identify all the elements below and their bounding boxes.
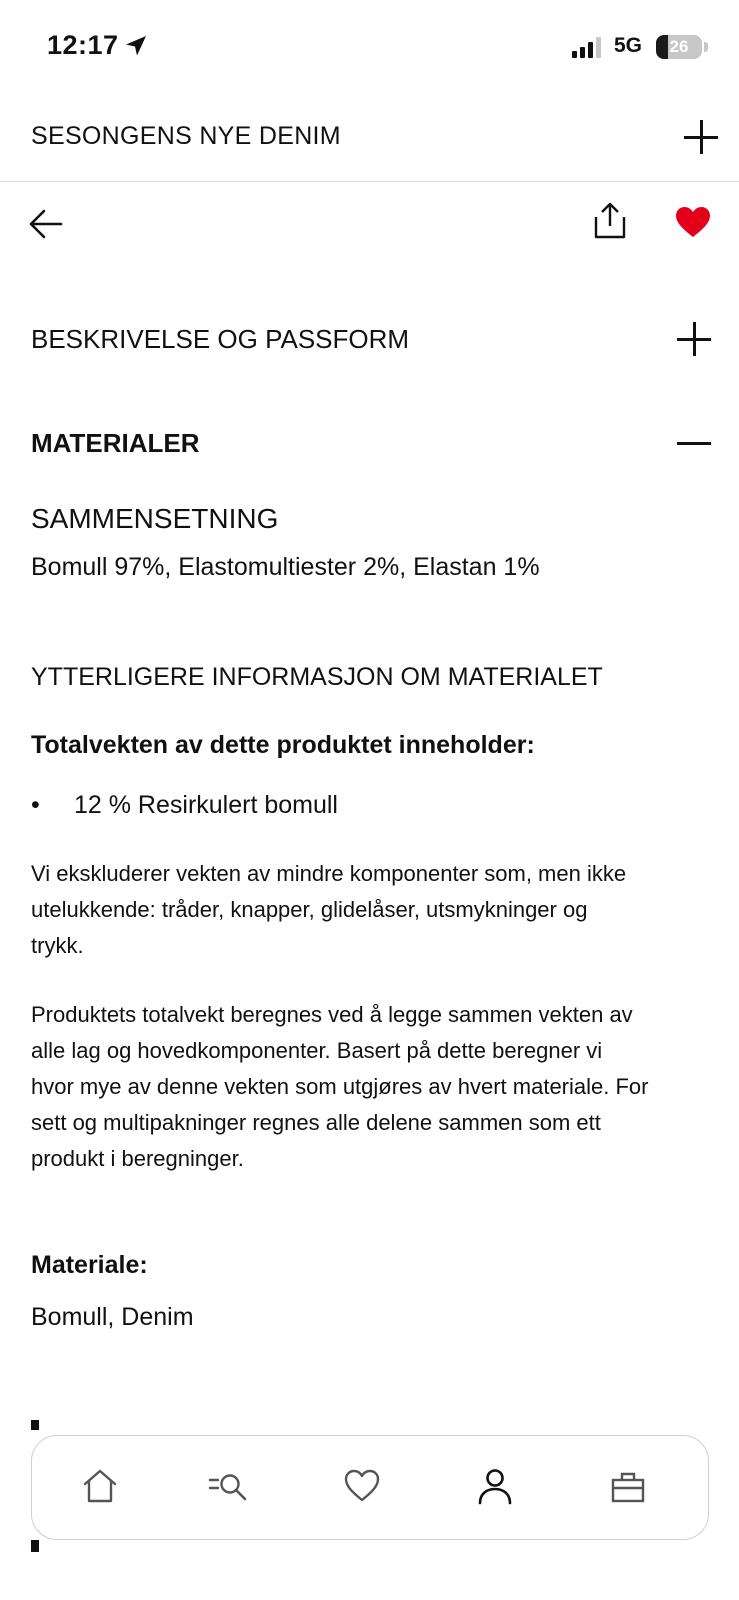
paragraph-line: utelukkende: tråder, knapper, glidelåser, utsmykninger og (31, 897, 588, 922)
back-arrow-icon[interactable] (28, 208, 64, 240)
location-arrow-icon (124, 34, 148, 58)
total-weight-heading: Totalvekten av dette produktet inneholder: (31, 731, 535, 759)
battery-cap (704, 42, 708, 52)
exclusion-paragraph (31, 856, 711, 964)
heart-filled-icon[interactable] (675, 206, 711, 238)
paragraph-line: Produktets totalvekt beregnes ved å legge sammen vekten av (31, 1002, 633, 1027)
battery-percent: 26 (669, 37, 689, 56)
account-icon[interactable] (475, 1466, 515, 1506)
expand-plus-icon[interactable] (677, 322, 711, 356)
heart-outline-icon[interactable] (342, 1466, 382, 1506)
promo-banner[interactable] (0, 100, 739, 182)
cellular-signal-icon (572, 36, 604, 58)
accordion-description[interactable] (0, 312, 739, 372)
share-icon[interactable] (592, 202, 628, 240)
hidden-content-edge (31, 1420, 39, 1430)
bag-icon[interactable] (608, 1466, 648, 1506)
material-heading: Materiale: (31, 1251, 148, 1279)
composition-value: Bomull 97%, Elastomultiester 2%, Elastan 1% (31, 553, 540, 581)
paragraph-line: Vi ekskluderer vekten av mindre komponenter som, men ikke (31, 861, 627, 886)
paragraph-line: produkt i beregninger. (31, 1146, 244, 1171)
composition-heading: SAMMENSETNING (31, 503, 279, 534)
calculation-paragraph (31, 997, 711, 1177)
search-menu-icon[interactable] (208, 1466, 248, 1506)
accordion-materials[interactable] (0, 416, 739, 476)
bullet-dot: • (31, 791, 40, 819)
collapse-minus-icon[interactable] (677, 442, 711, 445)
accordion-materials-title: MATERIALER (31, 428, 200, 458)
network-type: 5G (614, 34, 643, 57)
paragraph-line: alle lag og hovedkomponenter. Basert på dette beregner vi (31, 1038, 603, 1063)
promo-banner-text: SESONGENS NYE DENIM (31, 122, 341, 150)
product-top-nav (0, 196, 739, 256)
home-icon[interactable] (80, 1466, 120, 1506)
paragraph-line: trykk. (31, 933, 84, 958)
hidden-content-edge (31, 1540, 39, 1552)
status-bar (0, 0, 739, 95)
list-item-text: 12 % Resirkulert bomull (74, 791, 338, 819)
expand-plus-icon[interactable] (684, 120, 718, 154)
accordion-description-title: BESKRIVELSE OG PASSFORM (31, 324, 410, 354)
bottom-tab-bar (31, 1435, 709, 1540)
status-time: 12:17 (47, 30, 119, 60)
material-value: Bomull, Denim (31, 1303, 194, 1331)
more-info-heading: YTTERLIGERE INFORMASJON OM MATERIALET (31, 663, 603, 691)
paragraph-line: sett og multipakninger regnes alle delene sammen som ett (31, 1110, 601, 1135)
paragraph-line: hvor mye av denne vekten som utgjøres av hvert materiale. For (31, 1074, 649, 1099)
battery-icon (656, 35, 702, 59)
